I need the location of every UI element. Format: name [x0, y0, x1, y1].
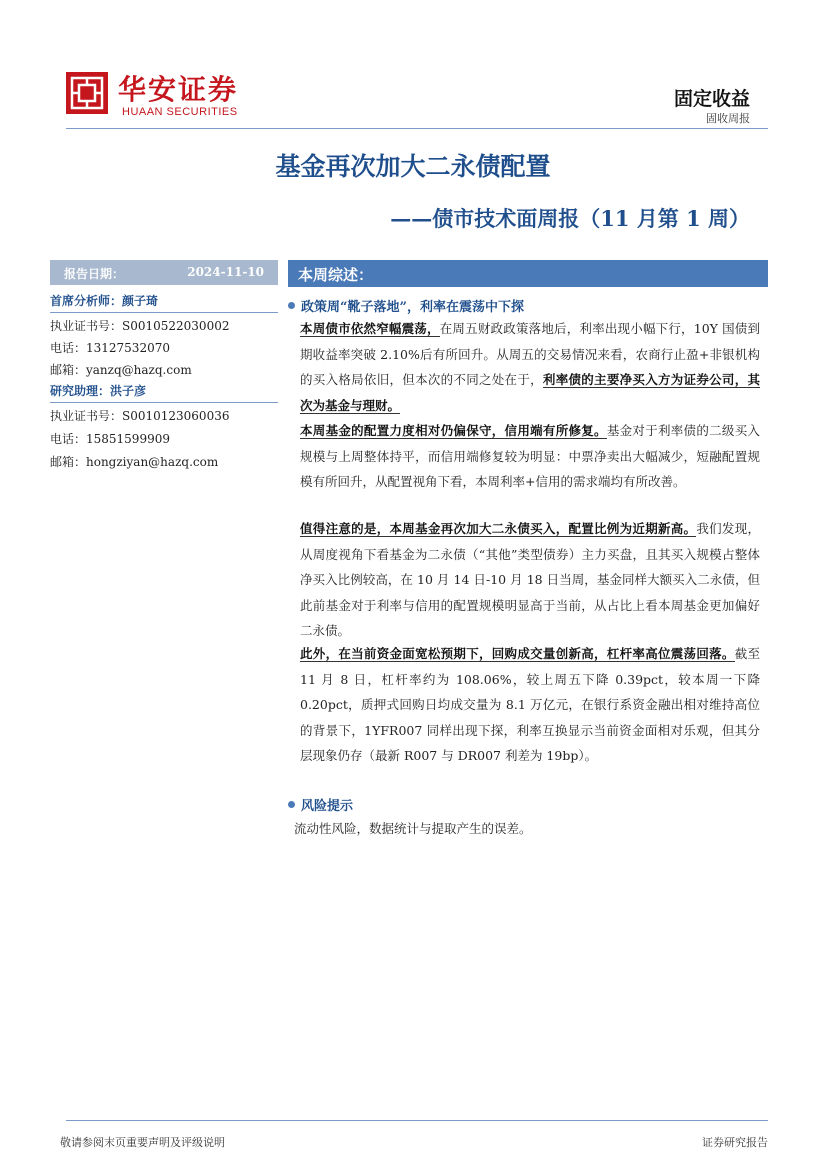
- footer-disclaimer: 敬请参阅末页重要声明及评级说明: [60, 1136, 225, 1149]
- bullet-policy-week: [288, 296, 524, 315]
- paragraph-body: 在周五财政政策落地后，利率出现小幅下行，10Y 国债到期收益率突破 2.10%后有所回升。从周五的交易情况来看，农商行止盈+非银机构的买入格局依旧，但本次的不同之处在于，: [300, 321, 760, 387]
- paragraph-lead: 本周债市依然窄幅震荡，: [300, 321, 440, 336]
- paragraph-lead: 此外，在当前资金面宽松预期下，回购成交量创新高，杠杆率高位震荡回落。: [300, 646, 735, 661]
- paragraph-body: 我们发现，从周度视角下看基金为二永债（“其他”类型债券）主力买盘，且其买入规模占整体净买入比例较高，在 10 月 14 日-10 月 18 日当周，基金同样大额买入二永债，但此前基金对于利率与信用的配置规模明显高于当前，从占比上看本周基金更加偏好二永债。: [300, 521, 760, 638]
- sidebar-divider: [50, 312, 278, 313]
- chief-analyst-heading: 首席分析师：颜子琦: [50, 294, 159, 308]
- paragraph-highlight: 利率债的主要净买入方为证券公司，其次为基金与理财。: [300, 372, 760, 413]
- paragraph-perpetual-bonds: [300, 516, 760, 644]
- paragraph-fund-allocation: [300, 418, 760, 495]
- summary-heading-bar: [288, 260, 768, 287]
- bullet-risk-text: 风险提示: [301, 799, 354, 814]
- footer-report-type: 证券研究报告: [702, 1136, 768, 1149]
- sidebar-divider: [50, 402, 278, 403]
- risk-warning-text: 流动性风险，数据统计与提取产生的误差。: [294, 821, 532, 836]
- bullet-risk: [288, 795, 353, 814]
- analyst-email: 邮箱：yanzq@hazq.com: [50, 363, 192, 377]
- report-date-value: 2024-11-10: [187, 265, 264, 279]
- report-category: 固定收益: [673, 88, 750, 110]
- paragraph-bond-market: [300, 316, 760, 418]
- company-name-en: HUAAN SECURITIES: [122, 106, 238, 118]
- analyst-phone: 电话：13127532070: [50, 341, 170, 355]
- report-subtitle: ——债市技术面周报（11 月第 1 周）: [390, 206, 750, 231]
- header-divider: [66, 128, 768, 129]
- company-logo-icon: [66, 72, 108, 114]
- paragraph-lead: 本周基金的配置力度相对仍偏保守，信用端有所修复。: [300, 423, 607, 438]
- report-date-bar: [50, 260, 278, 285]
- summary-heading: 本周综述：: [298, 266, 374, 284]
- report-title: 基金再次加大二永债配置: [275, 152, 551, 181]
- footer-divider: [66, 1120, 768, 1121]
- bullet-dot-icon: [288, 302, 295, 309]
- paragraph-body: 基金对于利率债的二级买入规模与上周整体持平，而信用端修复较为明显：中票净卖出大幅减少，短融配置规模有所回升，从配置视角下看，本周利率+信用的需求端均有所改善。: [300, 423, 760, 489]
- company-name-cn: 华安证券: [118, 73, 239, 106]
- report-subcategory: 固收周报: [706, 112, 750, 125]
- paragraph-repo-leverage: [300, 641, 760, 769]
- bullet-policy-text: 政策周“靴子落地”，利率在震荡中下探: [301, 300, 524, 315]
- assistant-email: 邮箱：hongziyan@hazq.com: [50, 455, 219, 469]
- paragraph-lead: 值得注意的是，本周基金再次加大二永债买入，配置比例为近期新高。: [300, 521, 697, 536]
- assistant-phone: 电话：15851599909: [50, 432, 170, 446]
- analyst-cert: 执业证书号：S0010522030002: [50, 319, 230, 333]
- assistant-cert: 执业证书号：S0010123060036: [50, 409, 230, 423]
- paragraph-body: 截至 11 月 8 日，杠杆率约为 108.06%，较上周五下降 0.39pct，较本周一下降 0.20pct，质押式回购日均成交量为 8.1 万亿元，在银行系资金融出相对维持高位的背景下，1YFR007 同样出现下探，利率互换显示当前资金面相对乐观，但其分层现象仍存（最新 R007 与 DR007 利差为 19bp）。: [300, 646, 760, 763]
- bullet-dot-icon: [288, 801, 295, 808]
- research-assistant-heading: 研究助理：洪子彦: [50, 384, 147, 398]
- report-date-label: 报告日期：: [64, 267, 125, 281]
